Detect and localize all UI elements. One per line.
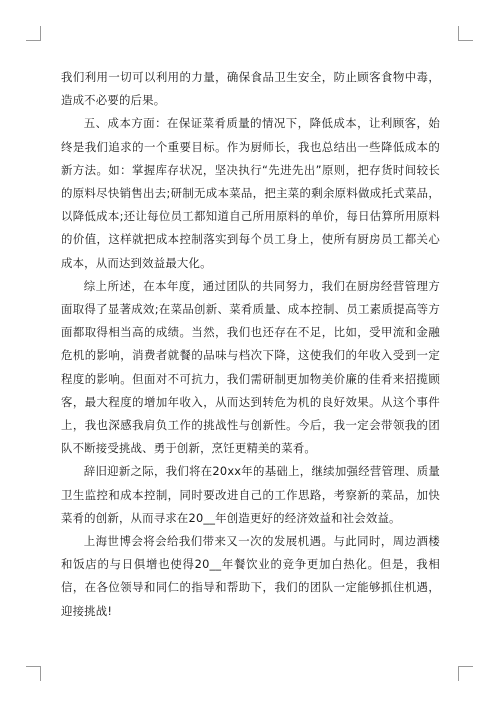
paragraph-cost-control: 五、成本方面：在保证菜肴质量的情况下，降低成本，让利顾客，始终是我们追求的一个重要目标。作为厨师长，我也总结出一些降低成本的新方法。如：掌握库存状况，坚决执行“先进先出”原则，把存货时间较长的原料尽快销售出去;研制无成本菜品，把主菜的剩余原料做成托式菜品，以降低成本;还让每位员工都知道自己所用原料的单价，每日估算所用原料的价值，这样就把成本控制落实到每个员工身上，使所有厨房员工都关心成本，从而达到效益最大化。 <box>61 116 440 270</box>
corner-mark-bottom-right <box>458 666 473 681</box>
corner-mark-top-right <box>458 26 473 41</box>
paragraph-summary: 综上所述，在本年度，通过团队的共同努力，我们在厨房经营管理方面取得了显著成效;在菜品创新、菜肴质量、成本控制、员工素质提高等方面都取得相当高的成绩。当然，我们也还存在不足，比如，受甲流和金融危机的影响，消费者就餐的品味与档次下降，这使我们的年收入受到一定程度的影响。但面对不可抗力，我们需研制更加物美价廉的佳肴来招揽顾客，最大程度的增加年收入，从而达到转危为机的良好效果。从这个事件上，我也深感我肩负工作的挑战性与创新性。今后，我一定会带领我的团队不断接受挑战、勇于创新，烹饪更精美的菜肴。 <box>61 278 440 456</box>
corner-mark-bottom-left <box>26 666 41 681</box>
paragraph-expo-outlook: 上海世博会将会给我们带来又一次的发展机遇。与此同时，周边酒楼和饭店的与日俱增也使得20__年餐饮业的竞争更加白热化。但是，我相信，在各位领导和同仁的指导和帮助下，我们的团队一定能够抓住机遇，迎接挑战! <box>61 534 440 618</box>
corner-mark-top-left <box>26 26 41 41</box>
paragraph-food-safety-continued: 我们利用一切可以利用的力量，确保食品卫生安全，防止顾客食物中毒，造成不必要的后果。 <box>61 70 440 108</box>
document-body <box>61 66 440 623</box>
paragraph-new-year-plan: 辞旧迎新之际，我们将在20xx年的基础上，继续加强经营管理、质量卫生监控和成本控制，同时要改进自己的工作思路，考察新的菜品，加快菜肴的创新，从而寻求在20__年创造更好的经济效益和社会效益。 <box>61 464 440 525</box>
